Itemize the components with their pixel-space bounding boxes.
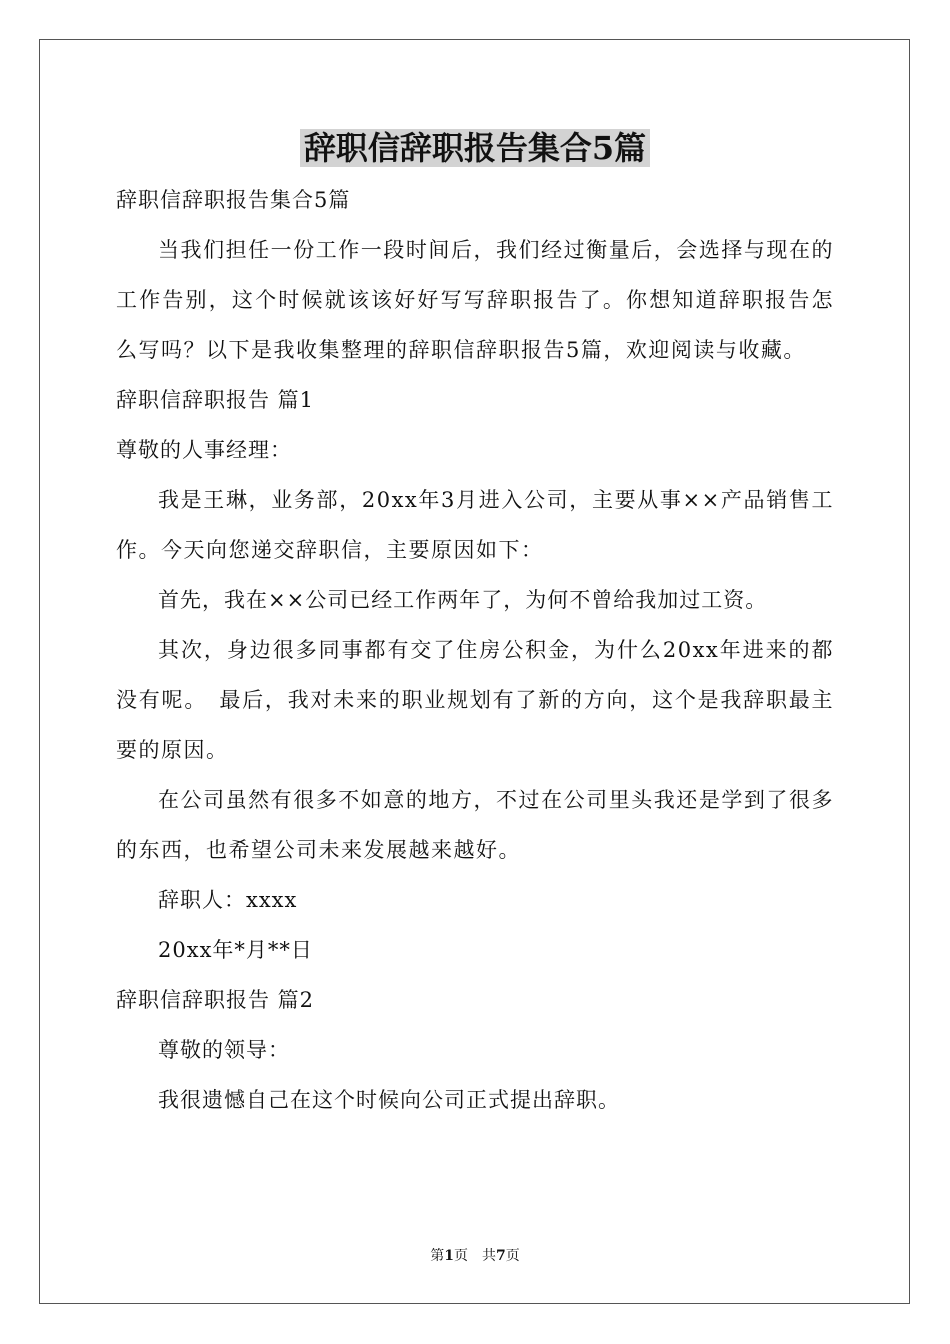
section-1-paragraph-1: 我是王琳，业务部，20xx年3月进入公司，主要从事××产品销售工作。今天向您递交辞职信，主要原因如下： [116,488,834,562]
footer-page-prefix: 第 [430,1248,445,1264]
document-body [116,175,834,1125]
section-1-salutation: 尊敬的人事经理： [116,438,292,462]
section-1-signer: 辞职人：xxxx [158,888,298,912]
section-1-heading: 辞职信辞职报告 篇1 [116,388,315,412]
document-title [0,120,950,176]
section-1-paragraph-2: 首先，我在××公司已经工作两年了，为何不曾给我加过工资。 [158,588,768,612]
section-2-salutation: 尊敬的领导： [158,1038,290,1062]
footer-page-suffix: 页 [505,1248,520,1264]
document-title-text: 辞职信辞职报告集合5篇 [300,129,650,167]
section-1-paragraph-4: 在公司虽然有很多不如意的地方，不过在公司里头我还是学到了很多的东西，也希望公司未来发展越来越好。 [116,788,834,862]
footer-page-current: 1 [444,1248,454,1264]
section-2-heading: 辞职信辞职报告 篇2 [116,988,315,1012]
section-1-paragraph-3: 其次，身边很多同事都有交了住房公积金，为什么20xx年进来的都没有呢。 最后，我对未来的职业规划有了新的方向，这个是我辞职最主要的原因。 [116,638,834,762]
section-1-date: 20xx年*月**日 [158,938,313,962]
footer-page-mid: 页 共 [454,1248,496,1264]
footer-page-total: 7 [496,1248,506,1264]
page-footer [0,1244,950,1268]
document-subtitle: 辞职信辞职报告集合5篇 [116,188,351,212]
section-2-paragraph-1: 我很遗憾自己在这个时候向公司正式提出辞职。 [158,1088,620,1112]
intro-paragraph: 当我们担任一份工作一段时间后，我们经过衡量后，会选择与现在的工作告别，这个时候就该该好好写写辞职报告了。你想知道辞职报告怎么写吗？以下是我收集整理的辞职信辞职报告5篇，欢迎阅读与收藏。 [116,238,834,362]
